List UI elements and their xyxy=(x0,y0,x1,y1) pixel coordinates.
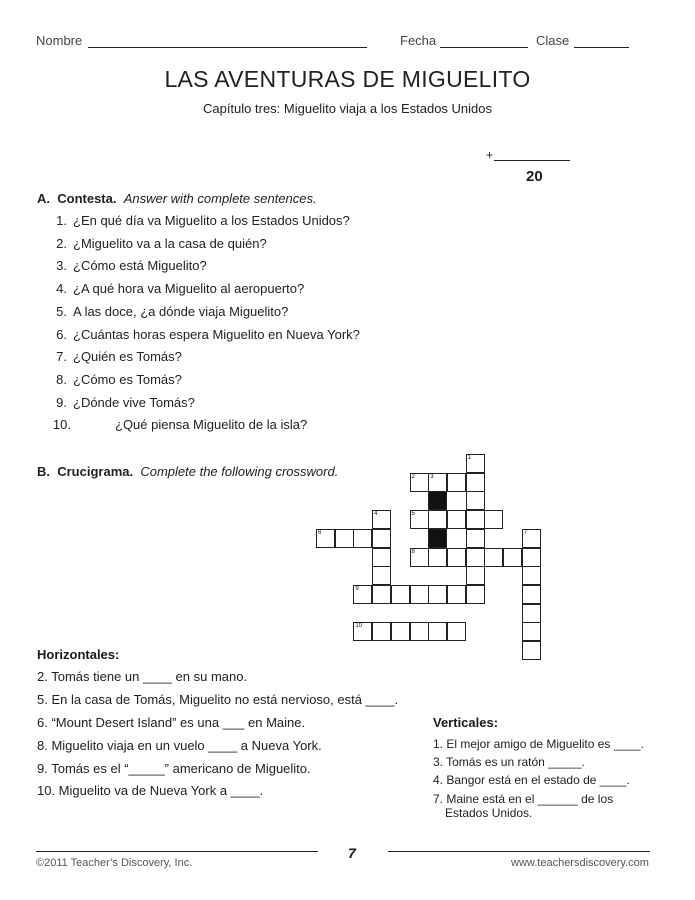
section-b-heading xyxy=(37,464,338,479)
crossword-cell[interactable] xyxy=(353,529,372,548)
question-item: 6. ¿Cuántas horas espera Miguelito en Nueva York? xyxy=(56,326,360,342)
crossword-cell[interactable] xyxy=(372,585,391,604)
score-total: 20 xyxy=(526,168,543,185)
crossword-clue-number: 7 xyxy=(523,529,528,536)
question-item: 10. ¿Qué piensa Miguelito de la isla? xyxy=(52,417,308,433)
crossword-cell[interactable] xyxy=(466,454,485,473)
crossword-block xyxy=(428,529,447,548)
crossword-cell[interactable] xyxy=(447,510,466,529)
crossword-clue-number: 2 xyxy=(411,473,415,480)
crossword-cell[interactable] xyxy=(372,566,391,585)
section-b-instruction: Complete the following crossword. xyxy=(140,464,339,479)
crossword-cell[interactable] xyxy=(522,604,541,623)
crossword-cell[interactable] xyxy=(466,491,485,510)
score-line[interactable] xyxy=(494,160,570,161)
crossword-cell[interactable] xyxy=(372,622,391,641)
crossword-cell[interactable] xyxy=(447,585,466,604)
score-plus: + xyxy=(486,148,494,162)
crossword-cell[interactable] xyxy=(372,510,391,529)
crossword-cell[interactable] xyxy=(522,622,541,641)
crossword-cell[interactable] xyxy=(466,548,485,567)
question-item: 1. ¿En qué día va Miguelito a los Estados Unidos? xyxy=(56,213,350,228)
crossword-clue-number: 3 xyxy=(430,473,434,480)
question-item: 7. ¿Quién es Tomás? xyxy=(56,349,182,365)
crossword-cell[interactable] xyxy=(447,473,466,492)
crossword-cell[interactable] xyxy=(484,510,503,529)
crossword-block xyxy=(428,491,447,510)
question-item: 2. ¿Miguelito va a la casa de quién? xyxy=(56,235,267,251)
page-subtitle: Capítulo tres: Miguelito viaja a los Estados Unidos xyxy=(202,101,493,116)
date-line[interactable] xyxy=(440,47,528,48)
date-label: Fecha xyxy=(400,33,437,48)
crossword-cell[interactable] xyxy=(372,529,391,548)
crossword-cell[interactable] xyxy=(410,585,429,604)
name-line[interactable] xyxy=(88,47,367,48)
crossword-clue-number: 9 xyxy=(355,585,359,592)
question-item: 4. ¿A qué hora va Miguelito al aeropuerto? xyxy=(56,281,305,297)
crossword-cell[interactable] xyxy=(353,622,372,641)
name-label: Nombre xyxy=(36,33,83,48)
footer-rule-left xyxy=(36,851,318,852)
crossword-cell[interactable] xyxy=(410,510,429,529)
across-clue: 5. En la casa de Tomás, Miguelito no está nervioso, está ____. xyxy=(37,692,399,707)
crossword-cell[interactable] xyxy=(316,529,335,548)
question-item: 8. ¿Cómo es Tomás? xyxy=(56,371,182,387)
horizontales-heading: Horizontales: xyxy=(37,647,120,662)
crossword-cell[interactable] xyxy=(428,585,447,604)
crossword-cell[interactable] xyxy=(428,473,447,492)
crossword-cell[interactable] xyxy=(522,566,541,585)
crossword-cell[interactable] xyxy=(353,585,372,604)
crossword-cell[interactable] xyxy=(522,529,541,548)
crossword-cell[interactable] xyxy=(410,622,429,641)
class-line[interactable] xyxy=(574,47,629,48)
across-clue: 6. “Mount Desert Island” es una ___ en Maine. xyxy=(37,715,306,730)
crossword-cell[interactable] xyxy=(522,585,541,604)
crossword-cell[interactable] xyxy=(466,566,485,585)
across-clue: 10. Miguelito va de Nueva York a ____. xyxy=(37,783,264,798)
crossword-cell[interactable] xyxy=(391,585,410,604)
crossword-cell[interactable] xyxy=(447,548,466,567)
across-clue: 8. Miguelito viaja en un vuelo ____ a Nueva York. xyxy=(37,738,322,753)
down-clue: 1. El mejor amigo de Miguelito es ____. xyxy=(433,737,644,751)
section-a-instruction: Answer with complete sentences. xyxy=(123,191,317,206)
crossword-cell[interactable] xyxy=(410,473,429,492)
question-item: 9. ¿Dónde vive Tomás? xyxy=(56,394,195,410)
section-a-title: Contesta. xyxy=(57,191,117,206)
crossword-cell[interactable] xyxy=(428,622,447,641)
section-a-letter: A. xyxy=(37,191,50,206)
crossword-clue-number: 10 xyxy=(355,623,363,630)
crossword-cell[interactable] xyxy=(428,548,447,567)
footer-rule-right xyxy=(388,851,650,852)
verticales-heading: Verticales: xyxy=(433,715,499,730)
crossword-cell[interactable] xyxy=(466,529,485,548)
down-clue: Estados Unidos. xyxy=(445,806,533,820)
crossword-cell[interactable] xyxy=(466,473,485,492)
crossword-clue-number: 6 xyxy=(318,529,322,536)
crossword-cell[interactable] xyxy=(372,548,391,567)
page-title: LAS AVENTURAS DE MIGUELITO xyxy=(164,66,531,92)
crossword-clue-number: 8 xyxy=(411,548,415,555)
crossword-cell[interactable] xyxy=(466,585,485,604)
crossword-clue-number: 1 xyxy=(467,455,471,461)
crossword-cell[interactable] xyxy=(522,548,541,567)
crossword-cell[interactable] xyxy=(522,641,541,660)
questions-list xyxy=(49,210,360,437)
down-clue: 4. Bangor está en el estado de ____. xyxy=(433,773,630,787)
crossword-cell[interactable] xyxy=(484,548,503,567)
section-b-title: Crucigrama. xyxy=(57,464,134,479)
down-clue: 7. Maine está en el ______ de los xyxy=(433,792,614,806)
crossword-cell[interactable] xyxy=(410,548,429,567)
question-item: 5. A las doce, ¿a dónde viaja Miguelito? xyxy=(56,303,289,319)
page-number: 7 xyxy=(348,845,356,861)
crossword-cell[interactable] xyxy=(466,510,485,529)
question-item: 3. ¿Cómo está Miguelito? xyxy=(56,258,207,274)
crossword-clue-number: 5 xyxy=(411,511,415,518)
crossword-clue-number: 4 xyxy=(374,511,378,518)
across-clue: 9. Tomás es el “_____” americano de Miguelito. xyxy=(37,761,311,776)
down-clue: 3. Tomás es un ratón _____. xyxy=(433,755,585,769)
class-label: Clase xyxy=(536,33,570,48)
across-clue: 2. Tomás tiene un ____ en su mano. xyxy=(37,669,248,684)
crossword-cell[interactable] xyxy=(335,529,354,548)
section-a-heading xyxy=(37,191,317,206)
crossword-cell[interactable] xyxy=(447,622,466,641)
crossword-cell[interactable] xyxy=(503,548,522,567)
website-link[interactable]: www.teachersdiscovery.com xyxy=(511,857,649,869)
crossword-cell[interactable] xyxy=(428,510,447,529)
section-b-letter: B. xyxy=(37,464,50,479)
crossword-cell[interactable] xyxy=(391,622,410,641)
copyright-text: ©2011 Teacher’s Discovery, Inc. xyxy=(36,857,193,869)
